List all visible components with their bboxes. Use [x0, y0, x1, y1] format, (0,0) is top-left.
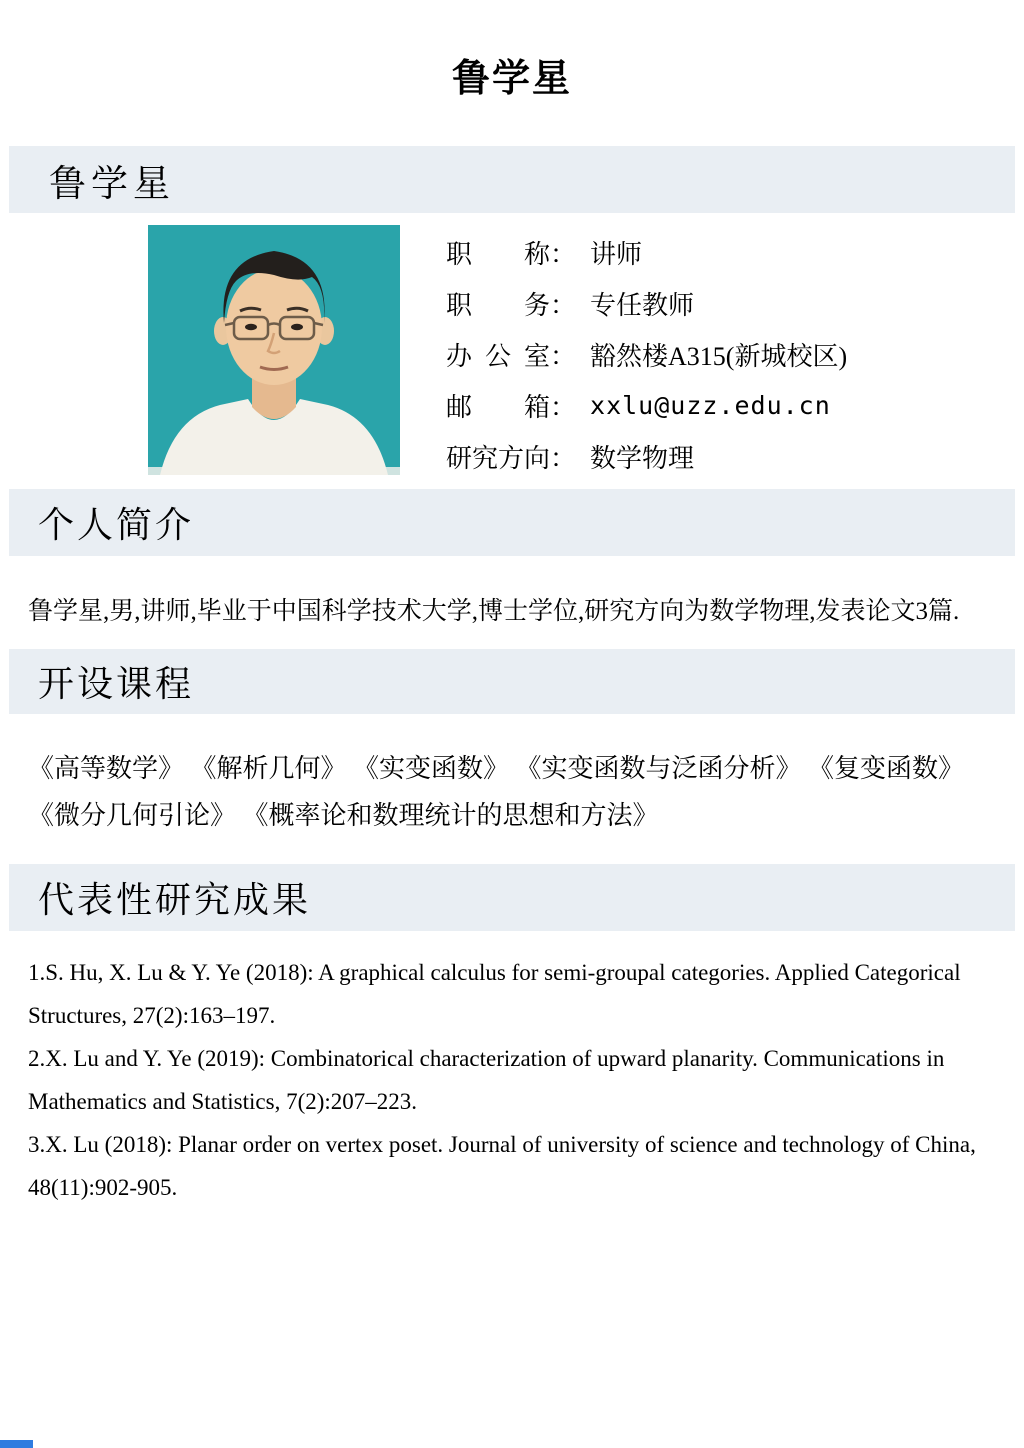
info-row-position — [446, 278, 847, 329]
profile-info-list — [446, 225, 847, 475]
field-colon: ： — [550, 240, 577, 269]
section-courses-wrap — [0, 649, 1024, 714]
name-header-bar — [9, 146, 1015, 213]
name-header-text: 鲁学星 — [49, 163, 175, 205]
field-colon: ： — [550, 342, 577, 371]
publications-list — [0, 951, 990, 1209]
field-value: 数学物理 — [590, 444, 695, 473]
publication-item-3: 3.X. Lu (2018): Planar order on vertex poset. Journal of university of science and technology of China, 48(11):902-905. — [28, 1132, 976, 1200]
page-title: 鲁学星 — [451, 58, 572, 100]
field-value: 豁然楼A315(新城校区) — [590, 342, 848, 371]
section-research-wrap — [0, 864, 1024, 931]
info-row-title — [446, 227, 847, 278]
person-face — [226, 269, 322, 385]
section-bar-intro — [9, 489, 1015, 556]
field-colon: ： — [550, 444, 577, 473]
field-value: 讲师 — [590, 240, 643, 269]
publication-item-2: 2.X. Lu and Y. Ye (2019): Combinatorical characterization of upward planarity. Communications in Mathematics and Statistics, 7(2):207–223. — [28, 1046, 945, 1114]
person-eye-left — [245, 324, 257, 330]
email-value: xxlu@uzz.edu.cn — [590, 391, 831, 420]
info-row-research-direction — [446, 431, 847, 482]
portrait-illustration — [148, 225, 400, 475]
section-bar-courses — [9, 649, 1015, 714]
field-label: 研究方向 — [446, 444, 551, 473]
field-label: 职务 — [446, 291, 550, 320]
profile-photo — [148, 225, 400, 475]
person-eye-right — [291, 324, 303, 330]
courses-content: 《高等数学》 《解析几何》 《实变函数》 《实变函数与泛函分析》 《复变函数》 《微分几何引论》 《概率论和数理统计的思想和方法》 — [28, 754, 965, 830]
section-bar-research — [9, 864, 1015, 931]
field-value: 专任教师 — [590, 291, 695, 320]
intro-content: 鲁学星,男,讲师,毕业于中国科学技术大学,博士学位,研究方向为数学物理,发表论文3篇. — [28, 598, 960, 625]
section-title-courses: 开设课程 — [38, 664, 195, 704]
info-row-email — [446, 380, 847, 431]
field-label: 邮箱 — [446, 393, 550, 422]
field-label: 办公室 — [446, 342, 550, 371]
publication-item-1: 1.S. Hu, X. Lu & Y. Ye (2018): A graphical calculus for semi-groupal categories. Applied Categorical Structures, 27(2):163–197. — [28, 960, 961, 1028]
section-title-research: 代表性研究成果 — [38, 880, 312, 920]
section-title-intro: 个人简介 — [38, 505, 195, 545]
bottom-accent-strip — [0, 1440, 33, 1448]
field-colon: ： — [550, 393, 577, 422]
field-label: 职称 — [446, 240, 550, 269]
profile-row — [0, 225, 1024, 475]
info-row-office — [446, 329, 847, 380]
field-colon: ： — [550, 291, 577, 320]
